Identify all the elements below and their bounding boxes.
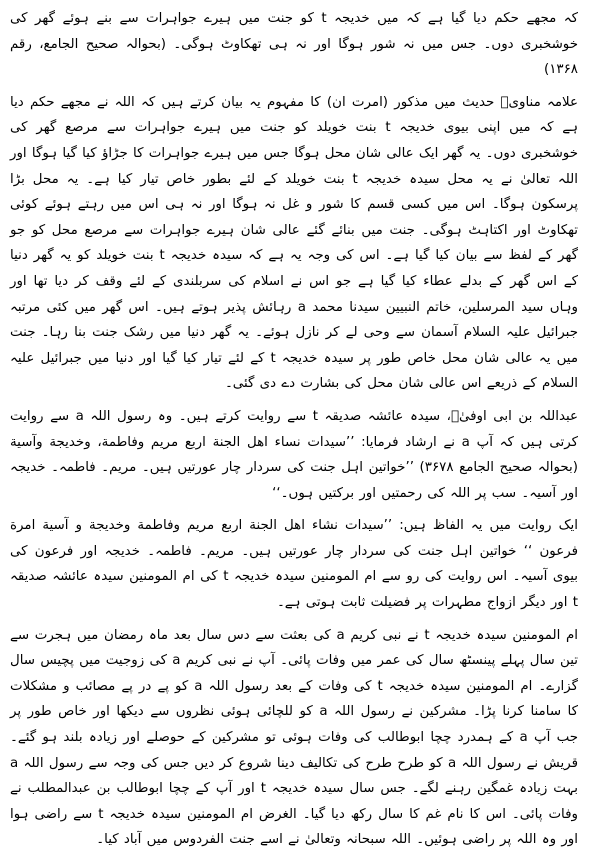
paragraph-4: ایک روایت میں یہ الفاظ ہیں: ’’سیدات نشاء اهل الجنة اربع مریم وفاطمة وخدیجة و آسیة امرة فرعون ‘‘ خواتین اہل جنت کی سردار چار عورتیں ہیں۔ مریم۔ فاطمہ۔ خدیجہ اور فرعون کی بیوی آسیہ۔ اس روایت کی رو سے ام المومنین سیدہ خدیجہ t کی ام المومنین سیدہ عائشہ صدیقہ t اور دیگر ازواج مطہرات پر فضیلت ثابت ہوتی ہے۔ <box>10 518 579 611</box>
paragraph-2: علامہ مناویؒ حدیث میں مذکور (امرت ان) کا مفہوم یہ بیان کرتے ہیں کہ اللہ نے مجھے حکم دیا ہے کہ میں اپنی بیوی خدیجہ t بنت خویلد کو جنت میں ہیرے جواہرات سے مرصع گھر کی خوشخبری دوں۔ یہ گھر ایک عالی شان محل ہوگا جس میں ہیرے جواہرات کا جڑاؤ کیا گیا ہوگا اور اللہ تعالیٰ نے یہ محل سیدہ خدیجہ t بنت خویلد کے لئے بطور خاص تیار کیا ہے۔ یہ محل بڑا پرسکون ہوگا۔ اس میں کسی قسم کا شور و غل نہ ہوگا اور نہ ہی اس میں رہتے ہوئے کوئی تھکاوٹ اور اکتاہٹ ہوگی۔ جنت میں بنائے گئے عالی شان ہیرے جواہرات سے مرصع محل کو جو گھر کے لفظ سے بیان کیا گیا ہے۔ اس کی وجہ یہ ہے کہ سیدہ خدیجہ t بنت خویلد کو یہ گھر دنیا کے اس گھر کے بدلے عطاء کیا گیا ہے جو اس نے اسلام کی سربلندی کے لئے وقف کر دیا تھا اور وہاں سید المرسلین، خاتم النبیین سیدنا محمد a رہائش پذیر ہوتے ہیں۔ اس گھر میں کئی مرتبہ جبرائیل علیہ السلام آسمان سے وحی لے کر نازل ہوئے۔ یہ گھر دنیا میں رشک جنت بنا رہا۔ جنت میں یہ عالی شان محل خاص طور پر سیدہ خدیجہ t کے لئے تیار کیا گیا اور دنیا میں جبرائیل علیہ السلام کے ذریعے اس عالی شان محل کی بشارت دے دی گئی۔ <box>10 94 578 392</box>
paragraph-5: ام المومنین سیدہ خدیجہ t نے نبی کریم a کی بعثت سے دس سال بعد ماہ رمضان میں ہجرت سے تین سال پہلے پینسٹھ سال کی عمر میں وفات پائی۔ آپ نے نبی کریم a کی زوجیت میں پچیس سال گزارے۔ ام المومنین سیدہ خدیجہ t کی وفات کے بعد رسول اللہ a کو پے در پے مصائب و مشکلات کا سامنا کرنا پڑا۔ مشرکین نے رسول اللہ a کو للچائی ہوئی نظروں سے دیکھا اور خاص طور پر جب آپ a کے ہمدرد چچا ابوطالب کی وفات ہوئی تو مشرکین کے حوصلے اور زیادہ بلند ہو گئے۔ قریش نے رسول اللہ a کو طرح طرح کی تکالیف دینا شروع کر دیں جس کی وجہ سے رسول اللہ a بہت زیادہ غمگین رہنے لگے۔ جس سال سیدہ خدیجہ t اور آپ کے چچا ابوطالب بن عبدالمطلب نے وفات پائی۔ اس کا نام غم کا سال رکھ دیا گیا۔ الغرض ام المومنین سیدہ خدیجہ t سے راضی ہوا اور وہ اللہ پر راضی ہوئیں۔ اللہ سبحانہ وتعالیٰ نے اسے جنت الفردوس میں آباد کیا۔ <box>10 627 578 848</box>
paragraph-1: کہ مجھے حکم دیا گیا ہے کہ میں خدیجہ t کو جنت میں ہیرے جواہرات سے بنے ہوئے گھر کی خوشخبری دوں۔ جس میں نہ شور ہوگا اور نہ ہی تھکاوٹ ہوگی۔ (بحوالہ صحیح الجامع، رقم ۱۳۶۸) <box>10 11 578 78</box>
paragraph-3: عبداللہ بن ابی اوفیٰؓ، سیدہ عائشہ صدیقہ t سے روایت کرتے ہیں۔ وہ رسول اللہ a سے روایت کرتی ہیں کہ آپ a نے ارشاد فرمایا: ’’سیدات نساء اهل الجنة اربع مریم وفاطمة، وخدیجة وآسیة (بحوالہ صحیح الجامع ۳۶۷۸) ’’خواتین اہل جنت کی سردار چار عورتیں ہیں۔ مریم۔ فاطمہ۔ خدیجہ اور آسیہ۔ سب پر اللہ کی رحمتیں اور برکتیں ہوں۔‘‘ <box>10 408 578 501</box>
